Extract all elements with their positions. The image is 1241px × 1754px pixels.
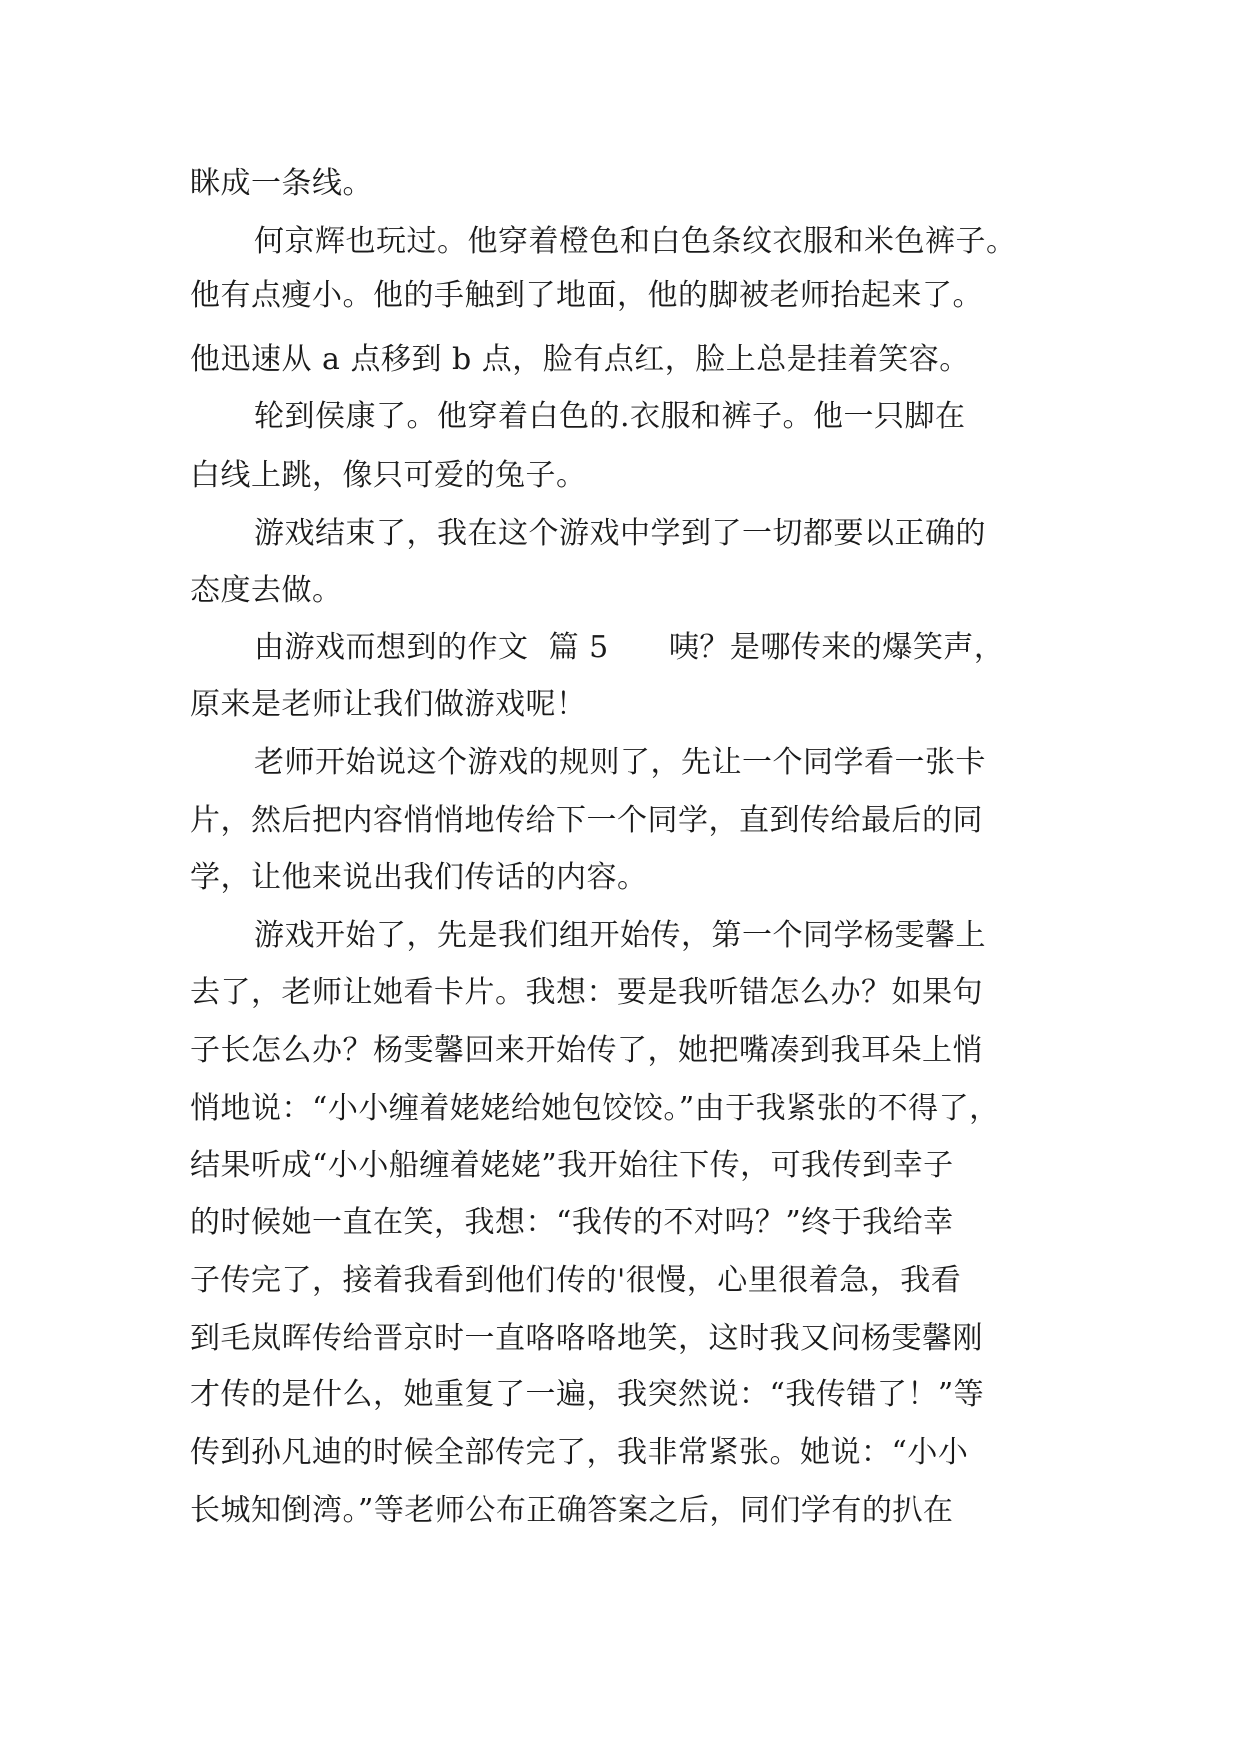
text-line: 态度去做。: [190, 573, 343, 608]
text-line: 子长怎么办？杨雯馨回来开始传了，她把嘴凑到我耳朵上悄: [190, 1033, 983, 1068]
text-line: 游戏结束了，我在这个游戏中学到了一切都要以正确的: [254, 516, 986, 551]
text-line: 长城知倒湾。”等老师公布正确答案之后，同们学有的扒在: [190, 1493, 954, 1528]
text-line: 轮到侯康了。他穿着白色的.衣服和裤子。他一只脚在: [254, 399, 966, 434]
text-line: 何京辉也玩过。他穿着橙色和白色条纹衣服和米色裤子。: [254, 224, 1017, 259]
text-line: 的时候她一直在笑，我想：“我传的不对吗？”终于我给幸: [190, 1205, 954, 1240]
text-line: 游戏开始了，先是我们组开始传，第一个同学杨雯馨上: [254, 918, 986, 953]
text-line: 去了，老师让她看卡片。我想：要是我听错怎么办？如果句: [190, 975, 983, 1010]
text-line: 老师开始说这个游戏的规则了，先让一个同学看一张卡: [254, 745, 986, 780]
section-heading-line: 由游戏而想到的作文 篇 5 咦？是哪传来的爆笑声，: [254, 630, 1005, 665]
text-line: 悄地说：“小小缠着姥姥给她包饺饺。”由于我紧张的不得了，: [190, 1091, 1000, 1126]
text-line: 到毛岚晖传给晋京时一直咯咯咯地笑，这时我又问杨雯馨刚: [190, 1321, 983, 1356]
text-line: 学，让他来说出我们传话的内容。: [190, 860, 648, 895]
text-line: 片，然后把内容悄悄地传给下一个同学，直到传给最后的同: [190, 803, 983, 838]
text-line: 才传的是什么，她重复了一遍，我突然说：“我传错了！”等: [190, 1377, 985, 1412]
text-line: 眯成一条线。: [190, 166, 373, 201]
text-line: 白线上跳，像只可爱的兔子。: [190, 458, 587, 493]
text-line: 他有点瘦小。他的手触到了地面，他的脚被老师抬起来了。: [190, 278, 983, 313]
text-line: 子传完了，接着我看到他们传的'很慢，心里很着急，我看: [190, 1263, 962, 1298]
text-line: 结果听成“小小船缠着姥姥”我开始往下传，可我传到幸子: [190, 1148, 954, 1183]
text-line: 他迅速从 a 点移到 b 点，脸有点红，脸上总是挂着笑容。: [190, 342, 970, 377]
text-line: 原来是老师让我们做游戏呢！: [190, 687, 587, 722]
text-line: 传到孙凡迪的时候全部传完了，我非常紧张。她说：“小小: [190, 1435, 969, 1470]
